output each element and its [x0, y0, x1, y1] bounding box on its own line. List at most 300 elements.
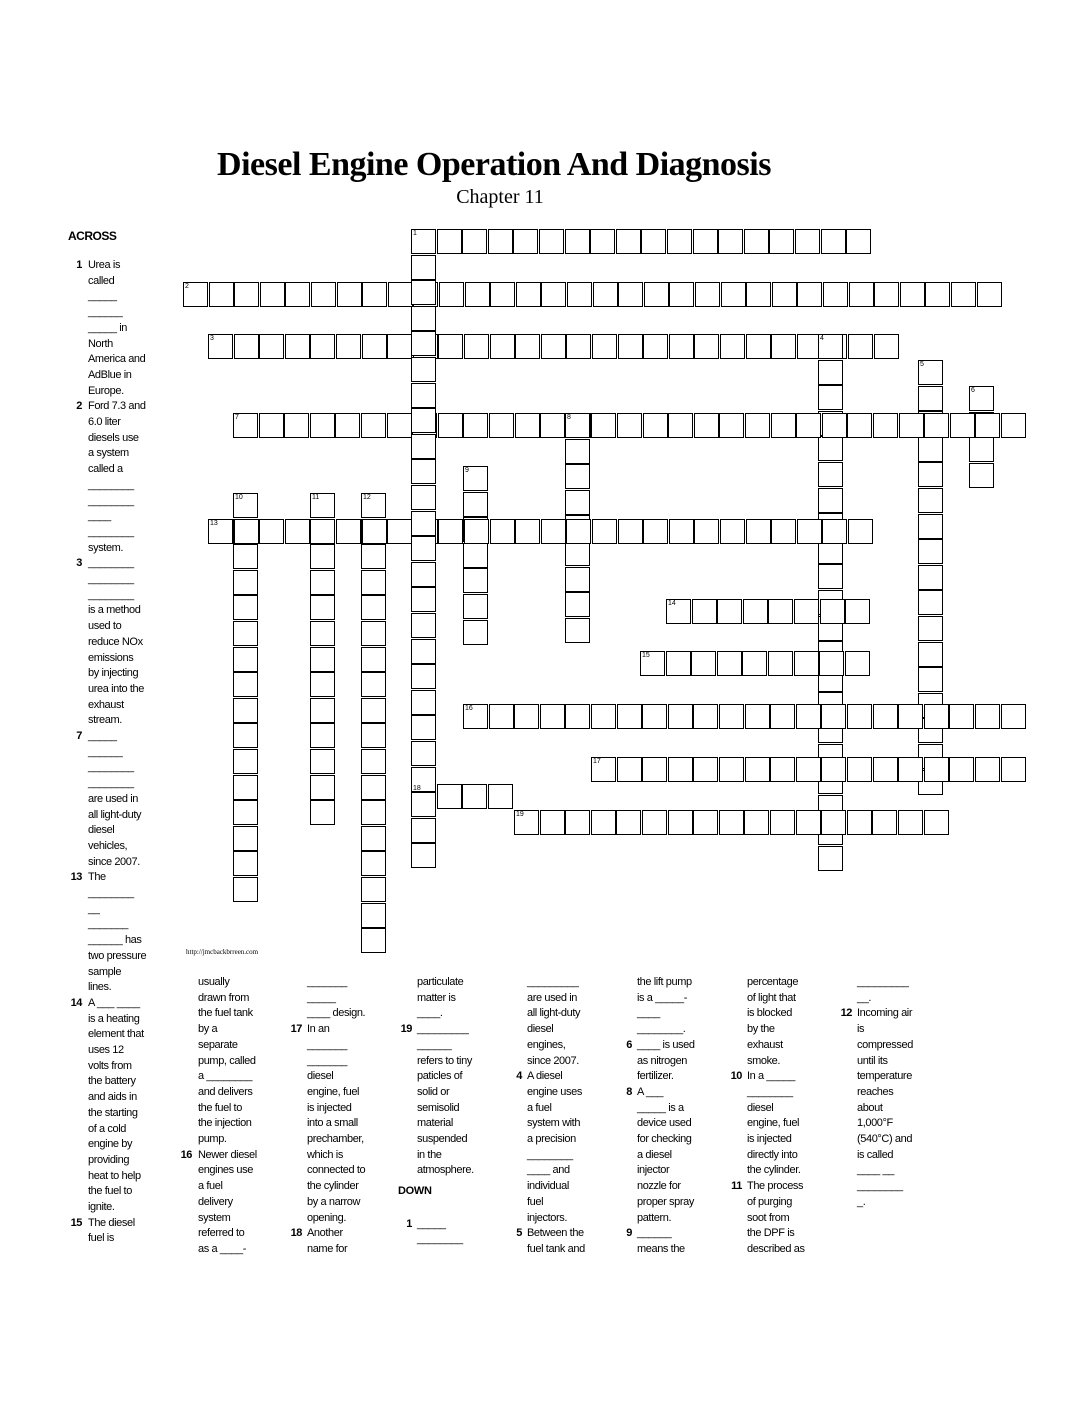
grid-cell[interactable]	[918, 437, 943, 462]
grid-cell[interactable]	[337, 282, 362, 307]
grid-cell[interactable]	[794, 651, 819, 676]
grid-cell[interactable]	[950, 413, 975, 438]
grid-cell[interactable]	[311, 282, 336, 307]
grid-cell[interactable]	[490, 519, 515, 544]
grid-cell[interactable]	[719, 757, 744, 782]
grid-cell[interactable]	[439, 282, 464, 307]
grid-cell[interactable]	[567, 282, 592, 307]
grid-cell[interactable]	[233, 723, 258, 748]
grid-cell[interactable]	[310, 595, 335, 620]
grid-cell[interactable]	[795, 229, 820, 254]
grid-cell[interactable]	[644, 282, 669, 307]
grid-cell[interactable]	[411, 843, 436, 868]
grid-cell[interactable]	[361, 877, 386, 902]
grid-cell[interactable]	[918, 616, 943, 641]
grid-cell[interactable]	[463, 594, 488, 619]
grid-cell[interactable]	[462, 229, 487, 254]
grid-cell[interactable]	[771, 413, 796, 438]
grid-cell[interactable]	[669, 519, 694, 544]
grid-cell[interactable]	[361, 493, 386, 518]
grid-cell[interactable]	[873, 413, 898, 438]
grid-cell[interactable]	[411, 511, 436, 536]
grid-cell[interactable]	[463, 543, 488, 568]
grid-cell[interactable]	[310, 519, 335, 544]
grid-cell[interactable]	[259, 334, 284, 359]
grid-cell[interactable]	[208, 334, 233, 359]
grid-cell[interactable]	[719, 413, 744, 438]
grid-cell[interactable]	[821, 704, 846, 729]
grid-cell[interactable]	[514, 810, 539, 835]
grid-cell[interactable]	[975, 413, 1000, 438]
grid-cell[interactable]	[233, 851, 258, 876]
grid-cell[interactable]	[821, 229, 846, 254]
grid-cell[interactable]	[234, 334, 259, 359]
grid-cell[interactable]	[411, 331, 436, 356]
grid-cell[interactable]	[463, 466, 488, 491]
grid-cell[interactable]	[898, 757, 923, 782]
grid-cell[interactable]	[918, 514, 943, 539]
grid-cell[interactable]	[918, 539, 943, 564]
grid-cell[interactable]	[540, 704, 565, 729]
grid-cell[interactable]	[618, 519, 643, 544]
grid-cell[interactable]	[463, 568, 488, 593]
grid-cell[interactable]	[873, 704, 898, 729]
grid-cell[interactable]	[565, 618, 590, 643]
grid-cell[interactable]	[515, 519, 540, 544]
grid-cell[interactable]	[411, 690, 436, 715]
grid-cell[interactable]	[463, 413, 488, 438]
grid-cell[interactable]	[361, 826, 386, 851]
grid-cell[interactable]	[847, 757, 872, 782]
grid-cell[interactable]	[668, 757, 693, 782]
grid-cell[interactable]	[746, 282, 771, 307]
grid-cell[interactable]	[640, 651, 665, 676]
grid-cell[interactable]	[411, 639, 436, 664]
grid-cell[interactable]	[796, 413, 821, 438]
grid-cell[interactable]	[772, 282, 797, 307]
grid-cell[interactable]	[874, 282, 899, 307]
grid-cell[interactable]	[694, 334, 719, 359]
grid-cell[interactable]	[821, 810, 846, 835]
grid-cell[interactable]	[618, 334, 643, 359]
grid-cell[interactable]	[234, 519, 259, 544]
grid-cell[interactable]	[720, 334, 745, 359]
grid-cell[interactable]	[438, 519, 463, 544]
grid-cell[interactable]	[233, 493, 258, 518]
grid-cell[interactable]	[818, 488, 843, 513]
grid-cell[interactable]	[745, 704, 770, 729]
grid-cell[interactable]	[794, 599, 819, 624]
grid-cell[interactable]	[411, 767, 436, 792]
grid-cell[interactable]	[233, 413, 258, 438]
grid-cell[interactable]	[951, 282, 976, 307]
grid-cell[interactable]	[918, 590, 943, 615]
grid-cell[interactable]	[388, 282, 413, 307]
grid-cell[interactable]	[208, 519, 233, 544]
grid-cell[interactable]	[310, 413, 335, 438]
grid-cell[interactable]	[918, 386, 943, 411]
grid-cell[interactable]	[847, 704, 872, 729]
grid-cell[interactable]	[924, 413, 949, 438]
grid-cell[interactable]	[463, 620, 488, 645]
grid-cell[interactable]	[310, 723, 335, 748]
grid-cell[interactable]	[566, 519, 591, 544]
grid-cell[interactable]	[846, 229, 871, 254]
grid-cell[interactable]	[310, 775, 335, 800]
grid-cell[interactable]	[411, 715, 436, 740]
grid-cell[interactable]	[361, 723, 386, 748]
grid-cell[interactable]	[616, 229, 641, 254]
grid-cell[interactable]	[746, 519, 771, 544]
grid-cell[interactable]	[768, 651, 793, 676]
grid-cell[interactable]	[565, 413, 590, 438]
grid-cell[interactable]	[874, 334, 899, 359]
grid-cell[interactable]	[848, 334, 873, 359]
grid-cell[interactable]	[411, 587, 436, 612]
grid-cell[interactable]	[362, 282, 387, 307]
grid-cell[interactable]	[821, 757, 846, 782]
grid-cell[interactable]	[818, 846, 843, 871]
grid-cell[interactable]	[823, 282, 848, 307]
grid-cell[interactable]	[642, 810, 667, 835]
grid-cell[interactable]	[969, 437, 994, 462]
grid-cell[interactable]	[540, 810, 565, 835]
grid-cell[interactable]	[233, 544, 258, 569]
grid-cell[interactable]	[694, 413, 719, 438]
grid-cell[interactable]	[918, 462, 943, 487]
grid-cell[interactable]	[565, 567, 590, 592]
grid-cell[interactable]	[463, 704, 488, 729]
grid-cell[interactable]	[437, 784, 462, 809]
grid-cell[interactable]	[898, 704, 923, 729]
grid-cell[interactable]	[719, 810, 744, 835]
grid-cell[interactable]	[591, 704, 616, 729]
grid-cell[interactable]	[818, 334, 843, 359]
grid-cell[interactable]	[591, 757, 616, 782]
grid-cell[interactable]	[335, 413, 360, 438]
grid-cell[interactable]	[515, 413, 540, 438]
grid-cell[interactable]	[796, 810, 821, 835]
grid-cell[interactable]	[437, 229, 462, 254]
grid-cell[interactable]	[717, 599, 742, 624]
grid-cell[interactable]	[818, 436, 843, 461]
grid-cell[interactable]	[411, 357, 436, 382]
grid-cell[interactable]	[666, 651, 691, 676]
grid-cell[interactable]	[361, 775, 386, 800]
grid-cell[interactable]	[539, 229, 564, 254]
grid-cell[interactable]	[742, 651, 767, 676]
grid-cell[interactable]	[411, 408, 436, 433]
grid-cell[interactable]	[720, 519, 745, 544]
grid-cell[interactable]	[285, 282, 310, 307]
grid-cell[interactable]	[693, 704, 718, 729]
grid-cell[interactable]	[462, 784, 487, 809]
grid-cell[interactable]	[693, 229, 718, 254]
grid-cell[interactable]	[310, 672, 335, 697]
grid-cell[interactable]	[361, 621, 386, 646]
grid-cell[interactable]	[310, 647, 335, 672]
grid-cell[interactable]	[310, 749, 335, 774]
grid-cell[interactable]	[718, 229, 743, 254]
grid-cell[interactable]	[643, 413, 668, 438]
grid-cell[interactable]	[745, 413, 770, 438]
grid-cell[interactable]	[490, 334, 515, 359]
grid-cell[interactable]	[438, 334, 463, 359]
grid-cell[interactable]	[666, 599, 691, 624]
grid-cell[interactable]	[797, 519, 822, 544]
grid-cell[interactable]	[411, 613, 436, 638]
grid-cell[interactable]	[924, 757, 949, 782]
grid-cell[interactable]	[695, 282, 720, 307]
grid-cell[interactable]	[490, 282, 515, 307]
grid-cell[interactable]	[361, 413, 386, 438]
grid-cell[interactable]	[771, 334, 796, 359]
grid-cell[interactable]	[949, 704, 974, 729]
grid-cell[interactable]	[592, 334, 617, 359]
grid-cell[interactable]	[361, 698, 386, 723]
grid-cell[interactable]	[845, 651, 870, 676]
grid-cell[interactable]	[464, 519, 489, 544]
grid-cell[interactable]	[565, 592, 590, 617]
grid-cell[interactable]	[361, 749, 386, 774]
grid-cell[interactable]	[361, 851, 386, 876]
grid-cell[interactable]	[411, 434, 436, 459]
grid-cell[interactable]	[591, 810, 616, 835]
grid-cell[interactable]	[822, 413, 847, 438]
grid-cell[interactable]	[411, 562, 436, 587]
grid-cell[interactable]	[411, 818, 436, 843]
grid-cell[interactable]	[918, 488, 943, 513]
grid-cell[interactable]	[488, 784, 513, 809]
grid-cell[interactable]	[819, 651, 844, 676]
grid-cell[interactable]	[592, 519, 617, 544]
grid-cell[interactable]	[900, 282, 925, 307]
grid-cell[interactable]	[310, 334, 335, 359]
grid-cell[interactable]	[849, 282, 874, 307]
grid-cell[interactable]	[465, 282, 490, 307]
grid-cell[interactable]	[822, 519, 847, 544]
grid-cell[interactable]	[899, 413, 924, 438]
grid-cell[interactable]	[183, 282, 208, 307]
grid-cell[interactable]	[847, 413, 872, 438]
grid-cell[interactable]	[565, 704, 590, 729]
grid-cell[interactable]	[515, 334, 540, 359]
grid-cell[interactable]	[361, 570, 386, 595]
grid-cell[interactable]	[925, 282, 950, 307]
grid-cell[interactable]	[513, 229, 538, 254]
grid-cell[interactable]	[818, 564, 843, 589]
grid-cell[interactable]	[411, 306, 436, 331]
grid-cell[interactable]	[744, 229, 769, 254]
grid-cell[interactable]	[464, 334, 489, 359]
grid-cell[interactable]	[233, 877, 258, 902]
grid-cell[interactable]	[616, 810, 641, 835]
grid-cell[interactable]	[233, 570, 258, 595]
grid-cell[interactable]	[771, 519, 796, 544]
grid-cell[interactable]	[820, 599, 845, 624]
grid-cell[interactable]	[362, 334, 387, 359]
grid-cell[interactable]	[361, 647, 386, 672]
grid-cell[interactable]	[233, 800, 258, 825]
grid-cell[interactable]	[969, 386, 994, 411]
grid-cell[interactable]	[642, 704, 667, 729]
grid-cell[interactable]	[898, 810, 923, 835]
grid-cell[interactable]	[233, 647, 258, 672]
grid-cell[interactable]	[411, 280, 436, 305]
grid-cell[interactable]	[668, 810, 693, 835]
grid-cell[interactable]	[924, 810, 949, 835]
grid-cell[interactable]	[719, 704, 744, 729]
grid-cell[interactable]	[411, 383, 436, 408]
grid-cell[interactable]	[691, 651, 716, 676]
grid-cell[interactable]	[746, 334, 771, 359]
grid-cell[interactable]	[233, 698, 258, 723]
grid-cell[interactable]	[387, 519, 412, 544]
grid-cell[interactable]	[918, 360, 943, 385]
grid-cell[interactable]	[717, 651, 742, 676]
grid-cell[interactable]	[285, 334, 310, 359]
grid-cell[interactable]	[361, 544, 386, 569]
grid-cell[interactable]	[918, 667, 943, 692]
grid-cell[interactable]	[975, 757, 1000, 782]
grid-cell[interactable]	[643, 519, 668, 544]
grid-cell[interactable]	[540, 413, 565, 438]
grid-cell[interactable]	[770, 810, 795, 835]
grid-cell[interactable]	[565, 490, 590, 515]
grid-cell[interactable]	[234, 282, 259, 307]
grid-cell[interactable]	[361, 595, 386, 620]
grid-cell[interactable]	[641, 229, 666, 254]
grid-cell[interactable]	[743, 599, 768, 624]
grid-cell[interactable]	[514, 704, 539, 729]
grid-cell[interactable]	[541, 334, 566, 359]
grid-cell[interactable]	[667, 229, 692, 254]
grid-cell[interactable]	[924, 704, 949, 729]
grid-cell[interactable]	[618, 282, 643, 307]
grid-cell[interactable]	[721, 282, 746, 307]
grid-cell[interactable]	[770, 757, 795, 782]
grid-cell[interactable]	[411, 792, 436, 817]
grid-cell[interactable]	[233, 595, 258, 620]
grid-cell[interactable]	[310, 800, 335, 825]
grid-cell[interactable]	[590, 229, 615, 254]
grid-cell[interactable]	[411, 664, 436, 689]
grid-cell[interactable]	[411, 459, 436, 484]
grid-cell[interactable]	[949, 757, 974, 782]
grid-cell[interactable]	[362, 519, 387, 544]
grid-cell[interactable]	[259, 413, 284, 438]
grid-cell[interactable]	[745, 757, 770, 782]
grid-cell[interactable]	[845, 599, 870, 624]
grid-cell[interactable]	[617, 704, 642, 729]
grid-cell[interactable]	[918, 642, 943, 667]
grid-cell[interactable]	[977, 282, 1002, 307]
grid-cell[interactable]	[565, 541, 590, 566]
grid-cell[interactable]	[693, 757, 718, 782]
grid-cell[interactable]	[233, 775, 258, 800]
grid-cell[interactable]	[669, 334, 694, 359]
grid-cell[interactable]	[336, 519, 361, 544]
grid-cell[interactable]	[438, 413, 463, 438]
grid-cell[interactable]	[565, 439, 590, 464]
grid-cell[interactable]	[694, 519, 719, 544]
grid-cell[interactable]	[411, 255, 436, 280]
grid-cell[interactable]	[1001, 413, 1026, 438]
grid-cell[interactable]	[768, 599, 793, 624]
grid-cell[interactable]	[411, 536, 436, 561]
grid-cell[interactable]	[310, 570, 335, 595]
grid-cell[interactable]	[847, 810, 872, 835]
grid-cell[interactable]	[873, 757, 898, 782]
grid-cell[interactable]	[818, 360, 843, 385]
grid-cell[interactable]	[818, 462, 843, 487]
grid-cell[interactable]	[310, 493, 335, 518]
grid-cell[interactable]	[233, 826, 258, 851]
grid-cell[interactable]	[565, 229, 590, 254]
grid-cell[interactable]	[969, 463, 994, 488]
grid-cell[interactable]	[541, 282, 566, 307]
grid-cell[interactable]	[848, 519, 873, 544]
grid-cell[interactable]	[489, 413, 514, 438]
grid-cell[interactable]	[411, 741, 436, 766]
grid-cell[interactable]	[1001, 757, 1026, 782]
grid-cell[interactable]	[643, 334, 668, 359]
grid-cell[interactable]	[797, 282, 822, 307]
grid-cell[interactable]	[387, 334, 412, 359]
grid-cell[interactable]	[488, 229, 513, 254]
grid-cell[interactable]	[361, 672, 386, 697]
grid-cell[interactable]	[463, 492, 488, 517]
grid-cell[interactable]	[259, 519, 284, 544]
grid-cell[interactable]	[541, 519, 566, 544]
grid-cell[interactable]	[593, 282, 618, 307]
grid-cell[interactable]	[361, 903, 386, 928]
grid-cell[interactable]	[489, 704, 514, 729]
grid-cell[interactable]	[310, 621, 335, 646]
grid-cell[interactable]	[565, 464, 590, 489]
grid-cell[interactable]	[209, 282, 234, 307]
grid-cell[interactable]	[617, 413, 642, 438]
grid-cell[interactable]	[692, 599, 717, 624]
grid-cell[interactable]	[336, 334, 361, 359]
grid-cell[interactable]	[284, 413, 309, 438]
grid-cell[interactable]	[669, 282, 694, 307]
grid-cell[interactable]	[566, 334, 591, 359]
grid-cell[interactable]	[617, 757, 642, 782]
grid-cell[interactable]	[918, 565, 943, 590]
grid-cell[interactable]	[387, 413, 412, 438]
grid-cell[interactable]	[260, 282, 285, 307]
grid-cell[interactable]	[668, 704, 693, 729]
grid-cell[interactable]	[233, 672, 258, 697]
grid-cell[interactable]	[1001, 704, 1026, 729]
grid-cell[interactable]	[285, 519, 310, 544]
grid-cell[interactable]	[310, 698, 335, 723]
grid-cell[interactable]	[642, 757, 667, 782]
grid-cell[interactable]	[565, 810, 590, 835]
grid-cell[interactable]	[361, 800, 386, 825]
grid-cell[interactable]	[796, 704, 821, 729]
grid-cell[interactable]	[769, 229, 794, 254]
grid-cell[interactable]	[770, 704, 795, 729]
grid-cell[interactable]	[233, 621, 258, 646]
grid-cell[interactable]	[516, 282, 541, 307]
grid-cell[interactable]	[693, 810, 718, 835]
grid-cell[interactable]	[411, 229, 436, 254]
grid-cell[interactable]	[975, 704, 1000, 729]
grid-cell[interactable]	[411, 485, 436, 510]
grid-cell[interactable]	[361, 928, 386, 953]
